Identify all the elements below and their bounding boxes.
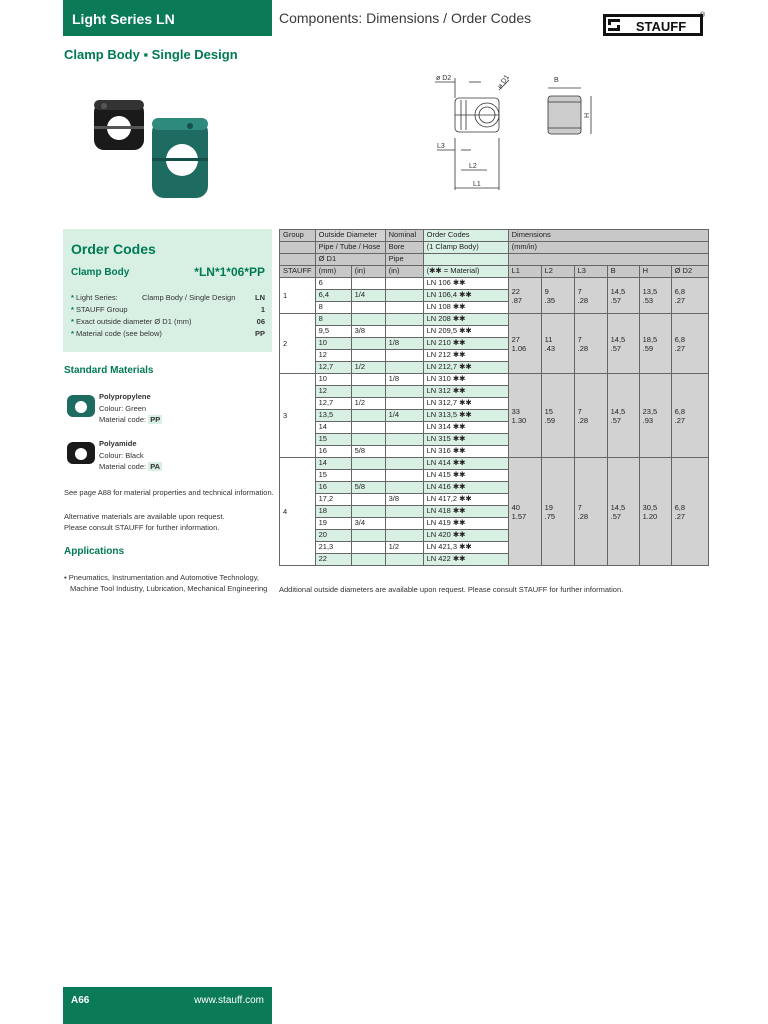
- order-code-cell: LN 415 ✱✱: [423, 470, 508, 482]
- material-code: PP: [150, 415, 161, 424]
- order-code-row: * Light Series: Clamp Body / Single Design LN: [71, 293, 265, 302]
- dimension-in: .59: [544, 415, 556, 425]
- dimension-cell: [574, 458, 607, 566]
- od-in-cell: [351, 422, 385, 434]
- dimension-in: .27: [674, 295, 686, 305]
- material-code: PA: [150, 462, 161, 471]
- od-in-cell: [351, 302, 385, 314]
- group-cell: 1: [280, 278, 316, 314]
- od-mm-cell: 14: [315, 422, 351, 434]
- header-l1: L1: [508, 266, 541, 278]
- od-mm-cell: 22: [315, 554, 351, 566]
- od-mm-cell: 15: [315, 470, 351, 482]
- dimension-cell: [541, 458, 574, 566]
- od-mm-cell: 12: [315, 386, 351, 398]
- od-in-cell: [351, 554, 385, 566]
- dimension-mm: 7: [577, 406, 582, 416]
- applications-line-1: ▪ Pneumatics, Instrumentation and Automotive Technology,: [64, 573, 260, 582]
- dimension-mm: 14,5: [610, 502, 626, 512]
- order-code-cell: LN 422 ✱✱: [423, 554, 508, 566]
- group-cell: 4: [280, 458, 316, 566]
- table-note: Additional outside diameters are available upon request. Please consult STAUFF for further information.: [279, 585, 624, 594]
- order-code-cell: LN 316 ✱✱: [423, 446, 508, 458]
- brand-text: STAUFF: [635, 19, 687, 34]
- dimension-mm: 9: [544, 286, 549, 296]
- od-mm-cell: 14: [315, 458, 351, 470]
- dimension-in: .28: [577, 511, 589, 521]
- dimension-in: 1.30: [511, 415, 527, 425]
- material-colour: Colour: Green: [99, 404, 147, 413]
- header-material: (✱✱ = Material): [423, 266, 508, 278]
- material-code-line: Material code: PP: [99, 415, 161, 424]
- dimension-in: .53: [642, 295, 654, 305]
- header-l3: L3: [574, 266, 607, 278]
- stauff-logo: [603, 11, 706, 37]
- header-od-pipe: Pipe / Tube / Hose: [315, 242, 385, 254]
- dimension-in: .28: [577, 343, 589, 353]
- header-outside-diameter: Outside Diameter: [315, 230, 385, 242]
- od-in-cell: [351, 386, 385, 398]
- nominal-bore-cell: [385, 422, 423, 434]
- header-d1: Ø D1: [315, 254, 385, 266]
- header-bore: Bore: [385, 242, 423, 254]
- dimension-in: .28: [577, 295, 589, 305]
- technical-drawing: [425, 70, 605, 195]
- od-in-cell: 5/8: [351, 482, 385, 494]
- od-mm-cell: 12,7: [315, 362, 351, 374]
- od-mm-cell: 12,7: [315, 398, 351, 410]
- page-number: A66: [71, 995, 90, 1006]
- od-in-cell: 1/2: [351, 398, 385, 410]
- od-mm-cell: 12: [315, 350, 351, 362]
- dimension-in: .57: [610, 415, 622, 425]
- header-l2: L2: [541, 266, 574, 278]
- od-mm-cell: 15: [315, 434, 351, 446]
- order-code-cell: LN 312,7 ✱✱: [423, 398, 508, 410]
- dimension-mm: 40: [511, 502, 520, 512]
- nominal-bore-cell: [385, 434, 423, 446]
- od-in-cell: 3/8: [351, 326, 385, 338]
- nominal-bore-cell: [385, 554, 423, 566]
- order-code-cell: LN 418 ✱✱: [423, 506, 508, 518]
- od-mm-cell: 18: [315, 506, 351, 518]
- dimension-in: .57: [610, 295, 622, 305]
- group-cell: 3: [280, 374, 316, 458]
- nominal-bore-cell: 3/8: [385, 494, 423, 506]
- od-mm-cell: 6,4: [315, 290, 351, 302]
- od-mm-cell: 13,5: [315, 410, 351, 422]
- dimension-in: .27: [674, 343, 686, 353]
- header-b: B: [607, 266, 639, 278]
- dimension-in: .87: [511, 295, 523, 305]
- table-row: [280, 374, 709, 386]
- dimension-cell: [574, 314, 607, 374]
- dimension-cell: [639, 278, 671, 314]
- nominal-bore-cell: [385, 386, 423, 398]
- od-in-cell: [351, 506, 385, 518]
- nominal-bore-cell: [385, 518, 423, 530]
- nominal-bore-cell: [385, 314, 423, 326]
- header-nominal: Nominal: [385, 230, 423, 242]
- dimension-in: .27: [674, 415, 686, 425]
- od-in-cell: [351, 374, 385, 386]
- order-code-cell: LN 210 ✱✱: [423, 338, 508, 350]
- green-clamp-image: [152, 118, 208, 198]
- od-in-cell: [351, 314, 385, 326]
- nominal-bore-cell: [385, 302, 423, 314]
- order-code-cell: LN 310 ✱✱: [423, 374, 508, 386]
- order-code-cell: LN 420 ✱✱: [423, 530, 508, 542]
- dimension-mm: 6,8: [674, 286, 686, 296]
- table-row: [280, 278, 709, 290]
- dimension-in: .59: [642, 343, 654, 353]
- dimension-in: .28: [577, 415, 589, 425]
- nominal-bore-cell: [385, 350, 423, 362]
- dimension-mm: 27: [511, 334, 520, 344]
- nominal-bore-cell: [385, 446, 423, 458]
- dimension-cell: [508, 458, 541, 566]
- black-clamp-image: [94, 100, 144, 150]
- order-code-cell: LN 106 ✱✱: [423, 278, 508, 290]
- od-in-cell: 1/4: [351, 290, 385, 302]
- od-in-cell: [351, 410, 385, 422]
- dimension-cell: [508, 314, 541, 374]
- label-l3: L3: [437, 143, 445, 150]
- nominal-bore-cell: [385, 278, 423, 290]
- order-code-row: * STAUFF Group 1: [71, 305, 265, 314]
- label-d1: ø D1: [496, 73, 512, 91]
- series-header: Light Series LN: [63, 0, 272, 36]
- dimension-cell: [671, 458, 708, 566]
- alt-materials-note: Alternative materials are available upon request.: [64, 512, 225, 521]
- dimension-cell: [607, 314, 639, 374]
- od-mm-cell: 16: [315, 446, 351, 458]
- od-mm-cell: 6: [315, 278, 351, 290]
- order-code-cell: LN 419 ✱✱: [423, 518, 508, 530]
- order-code-cell: LN 314 ✱✱: [423, 422, 508, 434]
- nominal-bore-cell: [385, 482, 423, 494]
- dimension-cell: [639, 374, 671, 458]
- applications-title: Applications: [64, 546, 125, 557]
- dimension-cell: [671, 314, 708, 374]
- order-code-cell: LN 108 ✱✱: [423, 302, 508, 314]
- order-codes-title: Order Codes: [71, 241, 156, 257]
- dimension-cell: [671, 278, 708, 314]
- table-row: [280, 458, 709, 470]
- group-cell: 2: [280, 314, 316, 374]
- example-order-code: *LN*1*06*PP: [194, 265, 265, 279]
- order-code-cell: LN 312 ✱✱: [423, 386, 508, 398]
- header-h: H: [639, 266, 671, 278]
- polypropylene-swatch: [66, 392, 96, 418]
- nominal-bore-cell: [385, 326, 423, 338]
- dimension-mm: 19: [544, 502, 553, 512]
- od-in-cell: [351, 434, 385, 446]
- dimension-mm: 6,8: [674, 334, 686, 344]
- header-pipe: Pipe: [385, 254, 423, 266]
- header-one-clamp: (1 Clamp Body): [423, 242, 508, 254]
- nominal-bore-cell: [385, 470, 423, 482]
- table-header-row: [280, 266, 709, 278]
- dimension-cell: [541, 314, 574, 374]
- dimension-in: 1.06: [511, 343, 527, 353]
- dimension-cell: [639, 458, 671, 566]
- nominal-bore-cell: [385, 506, 423, 518]
- nominal-bore-cell: [385, 398, 423, 410]
- od-in-cell: [351, 278, 385, 290]
- dimension-in: 1.57: [511, 511, 527, 521]
- order-code-row: * Material code (see below) PP: [71, 329, 265, 338]
- nominal-bore-cell: 1/2: [385, 542, 423, 554]
- header-dimensions: Dimensions: [508, 230, 708, 242]
- table-header-row: [280, 242, 709, 254]
- nominal-bore-cell: [385, 458, 423, 470]
- dimension-cell: [574, 278, 607, 314]
- standard-materials-title: Standard Materials: [64, 365, 154, 376]
- header-in-2: (in): [385, 266, 423, 278]
- footer-url[interactable]: www.stauff.com: [194, 995, 264, 1006]
- dimension-mm: 22: [511, 286, 520, 296]
- section-title: Clamp Body ▪ Single Design: [64, 47, 238, 62]
- order-code-table: [279, 229, 709, 566]
- page-footer: [63, 987, 272, 1024]
- nominal-bore-cell: 1/8: [385, 338, 423, 350]
- od-in-cell: [351, 338, 385, 350]
- order-code-row: * Exact outside diameter Ø D1 (mm) 06: [71, 317, 265, 326]
- clamp-body-label: Clamp Body: [71, 267, 130, 278]
- od-mm-cell: 8: [315, 314, 351, 326]
- dimension-cell: [541, 374, 574, 458]
- od-in-cell: [351, 458, 385, 470]
- od-in-cell: [351, 494, 385, 506]
- page-header-title: Components: Dimensions / Order Codes: [279, 10, 532, 26]
- dimension-mm: 11: [544, 334, 553, 344]
- dimension-in: .57: [610, 343, 622, 353]
- dimension-cell: [541, 278, 574, 314]
- dimension-cell: [574, 374, 607, 458]
- registered-mark: ®: [700, 12, 706, 19]
- order-code-cell: LN 313,5 ✱✱: [423, 410, 508, 422]
- od-mm-cell: 10: [315, 338, 351, 350]
- od-in-cell: 1/2: [351, 362, 385, 374]
- order-code-cell: LN 421,3 ✱✱: [423, 542, 508, 554]
- order-code-cell: LN 212,7 ✱✱: [423, 362, 508, 374]
- od-in-cell: [351, 530, 385, 542]
- polyamide-swatch: [66, 439, 96, 465]
- dimension-mm: 7: [577, 286, 582, 296]
- od-mm-cell: 10: [315, 374, 351, 386]
- material-name: Polyamide: [99, 439, 137, 448]
- dimension-mm: 15: [544, 406, 553, 416]
- od-mm-cell: 20: [315, 530, 351, 542]
- order-codes-box: [63, 229, 272, 352]
- dimension-in: .43: [544, 343, 556, 353]
- dimension-mm: 6,8: [674, 502, 686, 512]
- od-in-cell: 3/4: [351, 518, 385, 530]
- order-code-cell: LN 315 ✱✱: [423, 434, 508, 446]
- nominal-bore-cell: 1/8: [385, 374, 423, 386]
- od-in-cell: 5/8: [351, 446, 385, 458]
- dimension-mm: 14,5: [610, 286, 626, 296]
- dimension-mm: 33: [511, 406, 520, 416]
- dimension-mm: 14,5: [610, 406, 626, 416]
- nominal-bore-cell: [385, 290, 423, 302]
- nominal-bore-cell: [385, 530, 423, 542]
- dimension-in: .75: [544, 511, 556, 521]
- nominal-bore-cell: 1/4: [385, 410, 423, 422]
- table-header-row: [280, 254, 709, 266]
- dimension-mm: 7: [577, 502, 582, 512]
- od-mm-cell: 21,3: [315, 542, 351, 554]
- od-in-cell: [351, 542, 385, 554]
- dimension-cell: [639, 314, 671, 374]
- header-units: (mm/in): [508, 242, 708, 254]
- dimension-cell: [607, 278, 639, 314]
- header-order-codes: Order Codes: [423, 230, 508, 242]
- dimension-cell: [607, 374, 639, 458]
- material-code-line: Material code: PA: [99, 462, 161, 471]
- dimension-mm: 14,5: [610, 334, 626, 344]
- nominal-bore-cell: [385, 362, 423, 374]
- dimension-in: .35: [544, 295, 556, 305]
- table-header-row: [280, 230, 709, 242]
- order-code-cell: LN 416 ✱✱: [423, 482, 508, 494]
- dimension-mm: 6,8: [674, 406, 686, 416]
- material-name: Polypropylene: [99, 392, 151, 401]
- material-colour: Colour: Black: [99, 451, 144, 460]
- dimension-in: .93: [642, 415, 654, 425]
- see-page-note: See page A88 for material properties and technical information.: [64, 488, 274, 497]
- consult-note: Please consult STAUFF for further information.: [64, 523, 220, 532]
- order-code-cell: LN 208 ✱✱: [423, 314, 508, 326]
- label-l2: L2: [469, 163, 477, 170]
- label-b: B: [554, 77, 559, 84]
- applications-line-2: Machine Tool Industry, Lubrication, Mechanical Engineering: [70, 584, 268, 593]
- table-row: [280, 314, 709, 326]
- label-d2: ø D2: [436, 75, 452, 82]
- order-code-cell: LN 212 ✱✱: [423, 350, 508, 362]
- dimension-mm: 13,5: [642, 286, 658, 296]
- dimension-cell: [671, 374, 708, 458]
- header-in: (in): [351, 266, 385, 278]
- order-code-cell: LN 209,5 ✱✱: [423, 326, 508, 338]
- header-group: Group: [280, 230, 316, 242]
- header-mm: (mm): [315, 266, 351, 278]
- label-h: H: [584, 112, 591, 118]
- dimension-mm: 7: [577, 334, 582, 344]
- od-mm-cell: 19: [315, 518, 351, 530]
- od-mm-cell: 8: [315, 302, 351, 314]
- clamp-body-photo: [90, 92, 210, 202]
- od-in-cell: [351, 350, 385, 362]
- order-code-cell: LN 417,2 ✱✱: [423, 494, 508, 506]
- label-l1: L1: [473, 181, 481, 188]
- od-mm-cell: 9,5: [315, 326, 351, 338]
- order-code-cell: LN 414 ✱✱: [423, 458, 508, 470]
- header-d2: Ø D2: [671, 266, 708, 278]
- dimension-cell: [508, 374, 541, 458]
- dimension-cell: [607, 458, 639, 566]
- od-in-cell: [351, 470, 385, 482]
- order-code-cell: LN 106,4 ✱✱: [423, 290, 508, 302]
- header-stauff: STAUFF: [280, 266, 316, 278]
- od-mm-cell: 16: [315, 482, 351, 494]
- od-mm-cell: 17,2: [315, 494, 351, 506]
- dimension-mm: 18,5: [642, 334, 658, 344]
- dimension-mm: 30,5: [642, 502, 658, 512]
- dimension-in: .27: [674, 511, 686, 521]
- dimension-in: .57: [610, 511, 622, 521]
- dimension-in: 1.20: [642, 511, 658, 521]
- dimension-cell: [508, 278, 541, 314]
- dimension-mm: 23,5: [642, 406, 658, 416]
